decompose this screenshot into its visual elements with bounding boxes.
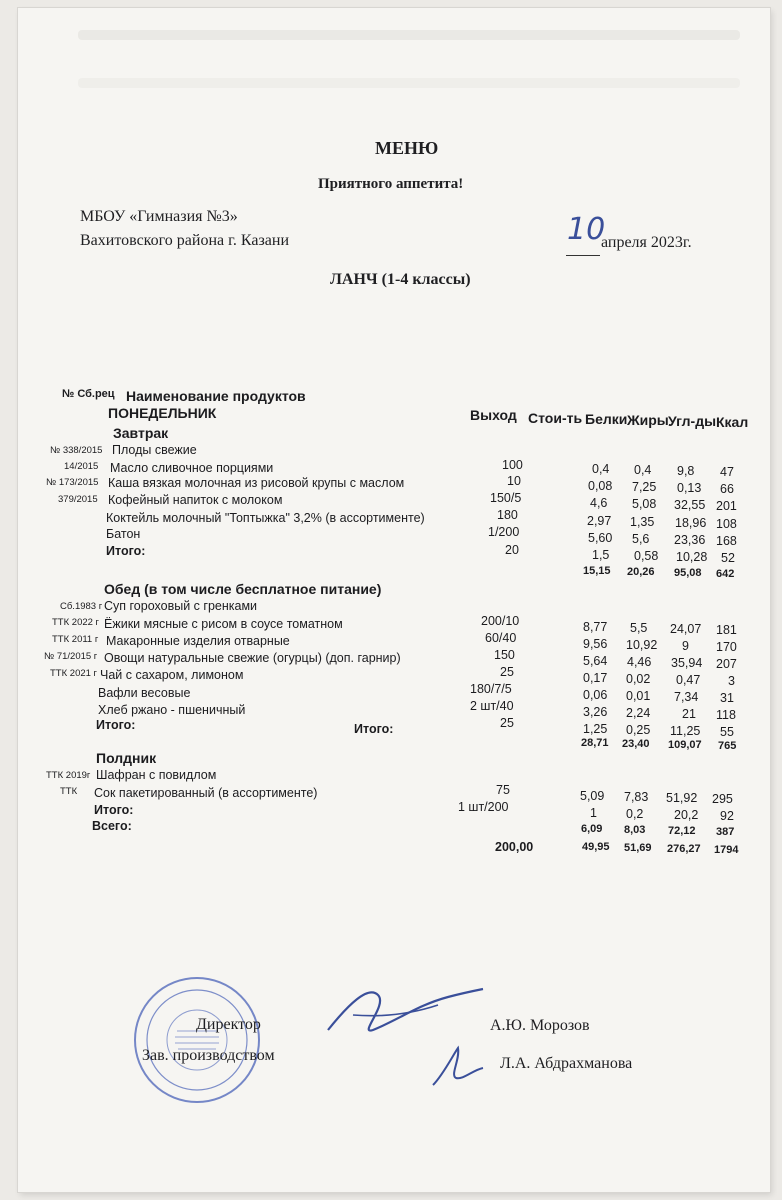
recipe-code: ТТК (60, 786, 78, 797)
recipe-code: ТТК 2019г (46, 770, 91, 781)
col-cost-header: Стои-ть (528, 410, 583, 426)
item-fat: 5,5 (630, 621, 648, 635)
item-fat: 0,01 (626, 689, 651, 703)
col-fat-header: Жиры (627, 412, 669, 428)
total-kcal: 642 (716, 568, 735, 580)
item-name: Хлеб ржано - пшеничный (98, 703, 246, 717)
item-output: 200/10 (481, 614, 520, 628)
recipe-code: № 173/2015 (46, 477, 99, 488)
item-output: 25 (500, 665, 514, 679)
recipe-code: 379/2015 (58, 494, 98, 505)
item-name: Масло сливочное порциями (110, 461, 274, 475)
item-output: 2 шт/40 (470, 699, 514, 713)
item-carbs: 7,34 (674, 690, 699, 704)
item-protein: 5,09 (580, 789, 605, 803)
item-output: 100 (502, 458, 523, 472)
col-name-header: Наименование продуктов (126, 388, 306, 404)
item-name: Итого: (96, 718, 136, 732)
item-protein: 4,6 (590, 496, 608, 510)
item-fat: 0,4 (634, 463, 652, 477)
item-fat: 4,46 (627, 655, 652, 669)
col-carb-header: Угл-ды (668, 413, 717, 429)
total-protein: 15,15 (583, 565, 611, 577)
item-name: Суп гороховый с гренками (104, 599, 258, 613)
item-protein: 3,26 (583, 705, 608, 719)
item-kcal: 181 (716, 623, 737, 637)
item-carbs: 51,92 (666, 791, 698, 805)
school-district: Вахитовского района г. Казани (80, 232, 289, 249)
deputy-signature (428, 1040, 488, 1090)
total-carbs: 109,07 (668, 739, 702, 751)
item-protein: 0,4 (592, 462, 610, 476)
print-bleed (78, 78, 740, 88)
recipe-code: ТТК 2021 г (50, 668, 98, 679)
item-kcal: 295 (712, 792, 733, 806)
item-carbs: 11,25 (670, 724, 701, 738)
item-protein: 2,97 (587, 514, 612, 528)
item-carbs: 18,96 (675, 516, 707, 530)
item-carbs: 10,28 (676, 550, 708, 564)
menu-title: МЕНЮ (375, 138, 439, 158)
item-kcal: 170 (716, 640, 737, 654)
total-carbs: 72,12 (668, 825, 696, 837)
item-fat: 0,2 (626, 807, 644, 821)
col-out-header: Выход (470, 407, 517, 423)
item-name: Овощи натуральные свежие (огурцы) (доп. гарнир) (104, 651, 401, 665)
item-fat: 7,83 (624, 790, 649, 804)
item-output: 150 (494, 648, 515, 662)
item-output: 20 (505, 543, 519, 557)
school-name: МБОУ «Гимназия №3» (80, 208, 238, 225)
item-carbs: 24,07 (670, 622, 702, 636)
section-title-lunch: Обед (в том числе бесплатное питание) (104, 581, 382, 597)
item-protein: 9,56 (583, 637, 608, 651)
deputy-label: Зав. производством (142, 1047, 275, 1064)
item-name: Каша вязкая молочная из рисовой крупы с маслом (108, 476, 405, 490)
item-fat: 0,02 (626, 672, 651, 686)
item-protein: 1 (590, 806, 597, 820)
recipe-code: 14/2015 (64, 461, 99, 472)
item-kcal: 108 (716, 517, 737, 531)
item-output: 25 (500, 716, 514, 730)
total-carbs: 95,08 (674, 567, 702, 579)
item-kcal: 168 (716, 534, 737, 548)
item-protein: 8,77 (583, 620, 608, 634)
item-name: Плоды свежие (112, 443, 197, 457)
item-protein: 1,5 (592, 548, 610, 562)
item-protein: 0,08 (588, 479, 613, 493)
item-kcal: 31 (720, 691, 734, 705)
item-kcal: 47 (720, 465, 734, 479)
item-name: Коктейль молочный "Топтыжка" 3,2% (в ассортименте) (106, 511, 425, 525)
item-fat: 2,24 (626, 706, 651, 720)
total-label: Итого: (354, 722, 394, 736)
item-fat: 0,58 (634, 549, 659, 563)
grand-total-label: Всего: (92, 819, 132, 833)
item-name: Чай с сахаром, лимоном (100, 668, 244, 682)
handwritten-date-day: 10 (567, 212, 606, 247)
item-output: 1/200 (488, 525, 520, 539)
total-fat: 8,03 (624, 824, 646, 836)
item-output: 60/40 (485, 631, 517, 645)
item-output: 180 (497, 508, 518, 522)
item-kcal: 92 (720, 809, 734, 823)
item-name: Вафли весовые (98, 686, 191, 700)
total-protein: 6,09 (581, 823, 603, 835)
director-signature (318, 975, 488, 1045)
item-carbs: 0,13 (677, 481, 702, 495)
section-title-breakfast: Завтрак (113, 425, 169, 441)
day-heading: ПОНЕДЕЛЬНИК (108, 405, 217, 421)
greeting: Приятного аппетита! (318, 176, 464, 192)
meal-title: ЛАНЧ (1-4 классы) (330, 271, 471, 288)
grand-carbs: 276,27 (667, 843, 701, 855)
recipe-code: № 71/2015 г (44, 651, 98, 662)
item-carbs: 32,55 (674, 498, 706, 512)
item-fat: 5,6 (632, 532, 650, 546)
item-name: Кофейный напиток с молоком (108, 493, 283, 507)
item-output: 10 (507, 474, 521, 488)
item-output: 1 шт/200 (458, 800, 509, 814)
total-fat: 23,40 (622, 738, 650, 750)
recipe-code: ТТК 2022 г (52, 617, 100, 628)
item-fat: 0,25 (626, 723, 651, 737)
item-fat: 7,25 (632, 480, 657, 494)
item-name: Сок пакетированный (в ассортименте) (94, 786, 318, 800)
section-title-snack: Полдник (96, 750, 157, 766)
item-name: Итого: (94, 803, 134, 817)
item-fat: 10,92 (626, 638, 658, 652)
item-protein: 0,06 (583, 688, 608, 702)
item-output: 150/5 (490, 491, 522, 505)
grand-kcal: 1794 (714, 844, 739, 856)
total-kcal: 765 (718, 740, 737, 752)
col-code-header: № Сб.рец (62, 388, 115, 400)
recipe-code: ТТК 2011 г (52, 634, 99, 645)
item-kcal: 201 (716, 499, 737, 513)
item-carbs: 20,2 (674, 808, 699, 822)
item-name: Ёжики мясные с рисом в соусе томатном (104, 617, 343, 631)
item-protein: 5,60 (588, 531, 613, 545)
item-kcal: 207 (716, 657, 737, 671)
item-name: Макаронные изделия отварные (106, 634, 290, 648)
print-bleed (78, 30, 740, 40)
item-carbs: 9,8 (677, 464, 695, 478)
item-carbs: 35,94 (671, 656, 703, 670)
recipe-code: № 338/2015 (50, 445, 103, 456)
item-kcal: 118 (716, 708, 736, 722)
item-carbs: 23,36 (674, 533, 706, 547)
date-underline (566, 255, 600, 256)
recipe-code: Сб.1983 г (60, 601, 103, 612)
col-prot-header: Белки (585, 411, 628, 427)
col-kcal-header: Ккал (716, 414, 749, 430)
grand-protein: 49,95 (582, 841, 610, 853)
item-carbs: 21 (682, 707, 696, 721)
item-carbs: 0,47 (676, 673, 701, 687)
item-name: Шафран с повидлом (96, 768, 217, 782)
item-kcal: 66 (720, 482, 734, 496)
deputy-name: Л.А. Абдрахманова (500, 1055, 633, 1072)
date-month-year: апреля 2023г. (601, 234, 692, 251)
item-protein: 0,17 (583, 671, 608, 685)
director-name: А.Ю. Морозов (490, 1017, 590, 1034)
item-kcal: 52 (721, 551, 735, 565)
total-protein: 28,71 (581, 737, 609, 749)
item-name: Батон (106, 527, 141, 541)
grand-cost: 200,00 (495, 840, 534, 854)
item-fat: 1,35 (630, 515, 655, 529)
item-fat: 5,08 (632, 497, 657, 511)
item-protein: 5,64 (583, 654, 608, 668)
item-kcal: 3 (728, 674, 735, 688)
item-protein: 1,25 (583, 722, 608, 736)
item-carbs: 9 (682, 639, 689, 653)
director-label: Директор (196, 1016, 261, 1033)
item-output: 180/7/5 (470, 682, 512, 696)
round-stamp (132, 975, 262, 1105)
total-fat: 20,26 (627, 566, 655, 578)
item-name: Итого: (106, 544, 146, 558)
item-kcal: 55 (720, 725, 734, 739)
total-kcal: 387 (716, 826, 735, 838)
grand-fat: 51,69 (624, 842, 652, 854)
item-output: 75 (496, 783, 510, 797)
